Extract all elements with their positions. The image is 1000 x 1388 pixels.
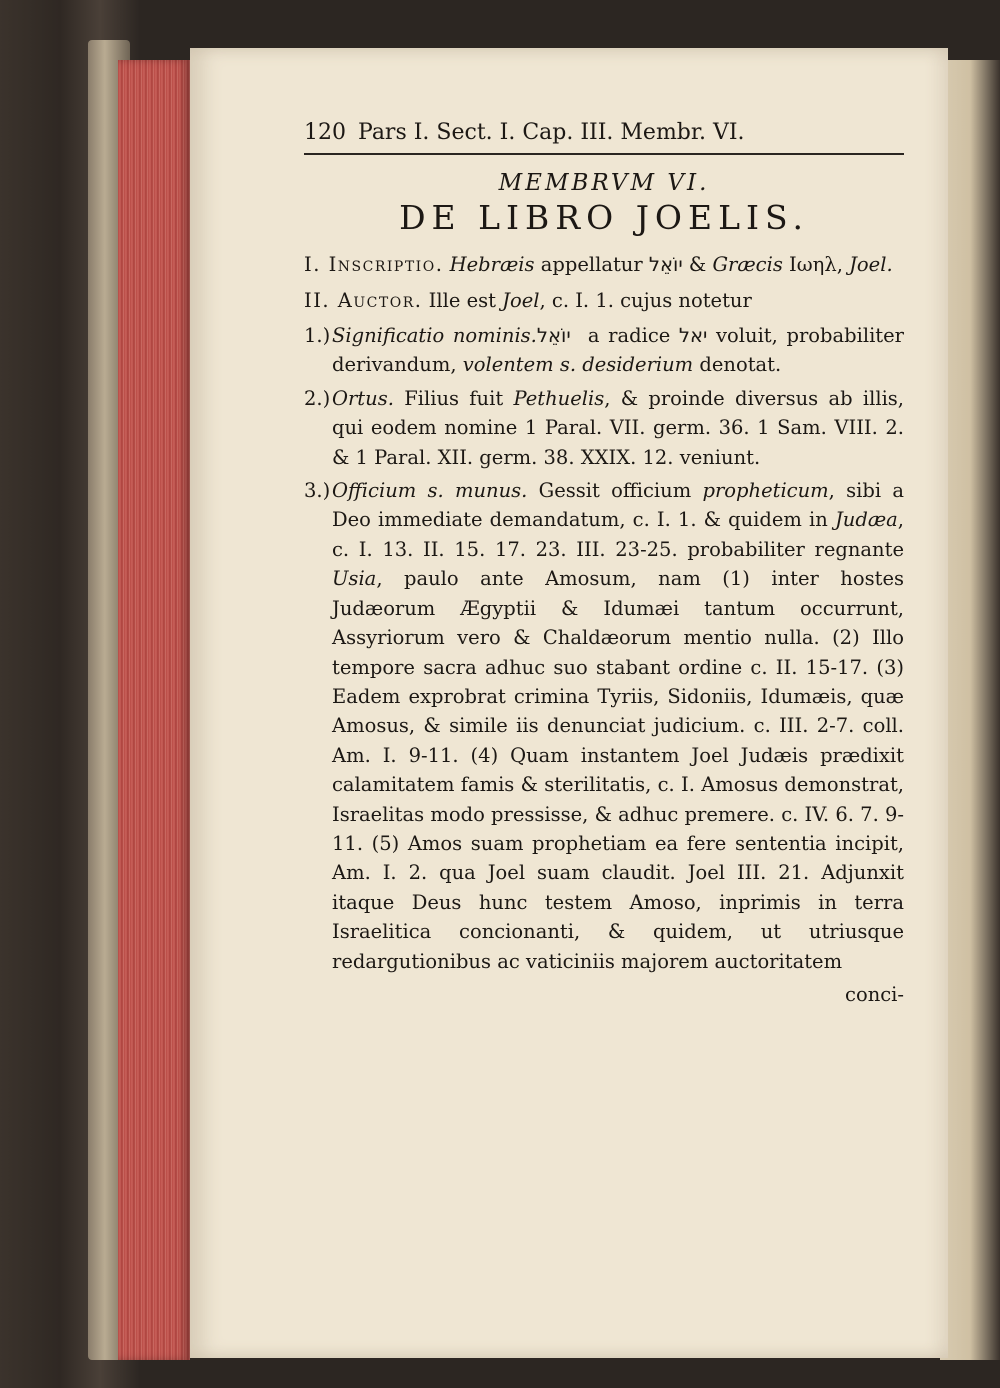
text: , c. I. 13. II. 15. 17. 23. III. 23-25. probabiliter regnante [332, 508, 904, 561]
item-heading: Ortus. [332, 386, 394, 410]
list-item [304, 476, 905, 976]
text: denotat. [693, 353, 782, 377]
text-italic: Hebræis [449, 253, 535, 277]
item-number: 1.) [304, 324, 331, 348]
text-italic: Græcis [712, 253, 783, 277]
section-auctor [304, 286, 904, 315]
text: Filius fuit [393, 386, 514, 410]
text: & [682, 253, 713, 277]
text: Ille est [422, 288, 503, 312]
hebrew-word: יוֹאֵל [648, 253, 683, 277]
red-page-edges [118, 60, 190, 1360]
item-heading: Officium s. munus. [332, 479, 528, 503]
text-italic: Pethuelis [513, 386, 605, 410]
hebrew-word: יוֹאֵל [536, 324, 580, 348]
page-number: 120 [304, 120, 346, 145]
text-italic: Judæa [834, 508, 898, 532]
greek-word: Ιωηλ, [782, 253, 850, 277]
membrum-heading: MEMBRVM VI. [498, 170, 710, 197]
item-heading: Significatio nominis. [332, 324, 537, 348]
text: Gessit officium [527, 479, 703, 503]
text: appellatur [534, 253, 649, 277]
list-item [304, 384, 905, 472]
catchword: conci- [845, 982, 904, 1006]
text-italic: Joel. [849, 253, 893, 277]
running-head-text: Pars I. Sect. I. Cap. III. Membr. VI. [358, 120, 745, 145]
list-item [304, 321, 905, 380]
facing-page-edge [940, 60, 1000, 1360]
text: , paulo ante Amosum, nam (1) inter hostes Judæorum Ægyptii & Idumæi tantum occurrunt, Assyriorum vero & Chaldæorum mentio nulla. (2) Illo tempore sacra adhuc suo stabant ordine c. II. 15-17. (3) Eadem exprobrat crimina Tyriis, Sidoniis, Idumæis, quæ Amosus, & simile iis denunciat judicium. c. III. 2-7. coll. Am. I. 9-11. (4) Quam instantem Joel Judæis prædixit calamitatem famis & sterilitatis, c. I. Amosus demonstrat, Israelitas modo pressisse, & adhuc premere. c. IV. 6. 7. 9-11. (5) Amos suam prophetiam ea fere sententia incipit, Am. I. 2. qua Joel suam claudit. Joel III. 21. Adjunxit itaque Deus hunc testem Amoso, inprimis in terra Israelitica concionanti, & quidem, ut utriusque redargutionibus ac vaticiniis majorem auctoritatem [332, 567, 904, 973]
text-italic: volentem s. desiderium [462, 353, 694, 377]
item-number: 3.) [304, 479, 331, 503]
section-label: I. Inscriptio. [304, 253, 444, 277]
item-number: 2.) [304, 386, 331, 410]
text: a radice [579, 324, 679, 348]
page-title: DE LIBRO JOELIS. [399, 197, 809, 237]
page-text-block [304, 118, 904, 1009]
text-italic: Joel [502, 288, 540, 312]
text: voluit, probabiliter derivandum, [332, 324, 905, 377]
text: , sibi a Deo immediate demandatum, c. I. 1. & quidem in [332, 479, 905, 532]
hebrew-word: יאל [678, 324, 708, 348]
text: , c. I. 1. cujus notetur [539, 288, 752, 312]
text: , & proinde diversus ab illis, qui eodem nomine 1 Paral. VII. germ. 36. 1 Sam. VIII. 2. & 1 Paral. XII. germ. 38. XXIX. 12. veniunt. [332, 386, 905, 469]
text-italic: propheticum [702, 479, 829, 503]
book-page [190, 48, 948, 1358]
section-label: II. Auctor. [304, 288, 423, 312]
section-inscriptio [304, 250, 904, 279]
running-head [304, 118, 904, 155]
text-italic: Usia [332, 567, 377, 591]
